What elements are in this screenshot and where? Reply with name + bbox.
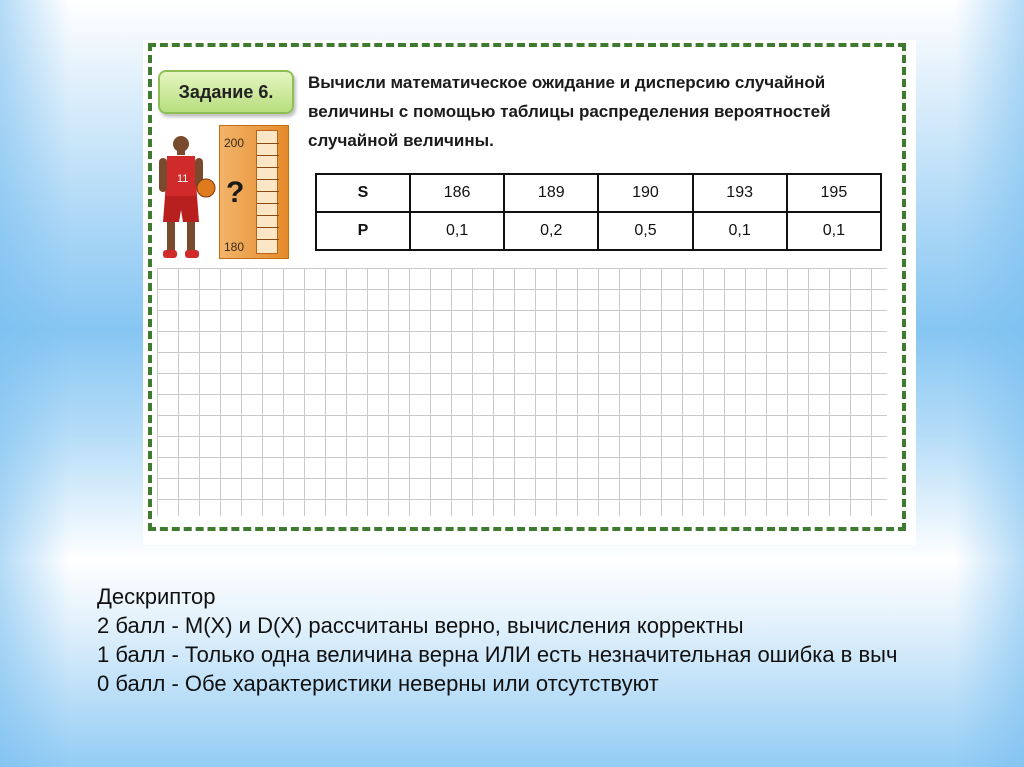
ruler-scale — [256, 130, 278, 254]
distribution-table — [315, 173, 882, 251]
basketball-player-icon — [151, 130, 217, 262]
row-header-s: S — [316, 174, 410, 212]
ruler-top-label: 200 — [224, 136, 245, 150]
table-row-s — [316, 174, 881, 212]
descriptor-line: 0 балл - Обе характеристики неверны или отсутствуют — [97, 671, 659, 696]
background-left-glow — [0, 0, 70, 767]
ruler-bottom-label: 180 — [224, 240, 245, 254]
table-cell: 0,1 — [693, 212, 787, 250]
descriptor-line: 2 балл - M(X) и D(X) рассчитаны верно, вычисления корректны — [97, 613, 744, 638]
row-header-p: P — [316, 212, 410, 250]
descriptor-line: 1 балл - Только одна величина верна ИЛИ есть незначительная ошибка в выч — [97, 642, 898, 667]
table-cell: 0,1 — [787, 212, 881, 250]
table-cell: 195 — [787, 174, 881, 212]
table-cell: 0,5 — [598, 212, 692, 250]
descriptor-block — [97, 582, 1024, 698]
table-cell: 0,2 — [504, 212, 598, 250]
table-row-p — [316, 212, 881, 250]
table-cell: 189 — [504, 174, 598, 212]
ruler-question-mark: ? — [226, 176, 245, 209]
table-cell: 190 — [598, 174, 692, 212]
table-cell: 193 — [693, 174, 787, 212]
descriptor-title: Дескриптор — [97, 584, 216, 609]
task-image — [143, 40, 916, 545]
task-badge: Задание 6. — [158, 70, 294, 114]
answer-grid — [157, 268, 887, 516]
task-text: Вычисли математическое ожидание и дисперсию случайной величины с помощью таблицы распределения вероятностей случайной величины. — [308, 73, 831, 150]
table-cell: 186 — [410, 174, 504, 212]
table-cell: 0,1 — [410, 212, 504, 250]
svg-text:11: 11 — [177, 173, 189, 185]
height-ruler — [219, 125, 289, 259]
